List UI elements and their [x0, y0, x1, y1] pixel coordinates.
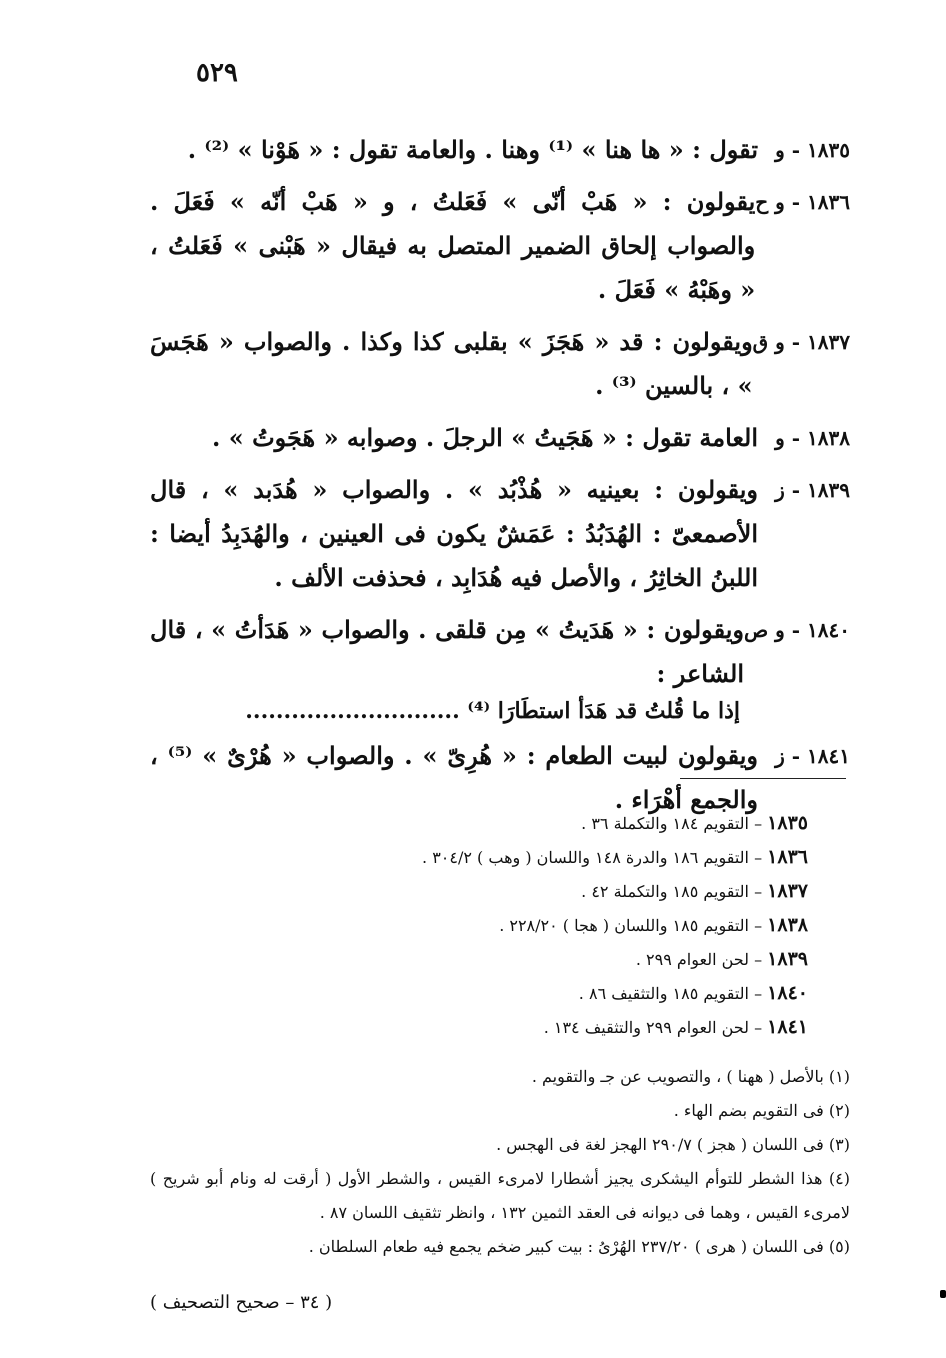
poem-verse: إذا ما قُلتُ قد هَدَأ استطَارَا ⁽⁴⁾ ............................ [245, 698, 740, 724]
entry-number: ١٨٣٦ - و ح [755, 190, 850, 214]
footnotes [150, 1060, 850, 1264]
footnote: (٥) فى اللسان ( هرى ) ٢٣٧/٢٠ الهُرْىُ : بيت كبير ضخم يجمع فيه طعام السلطان . [308, 1237, 850, 1256]
entry-1839 [150, 468, 850, 600]
source-row [150, 942, 808, 976]
source-number: ١٨٤٠ [767, 982, 808, 1004]
source-text: – التقويم ١٨٤ والتكملة ٣٦ . [581, 814, 763, 833]
source-number: ١٨٣٦ [767, 846, 808, 868]
sources-list [150, 806, 808, 1044]
footnote: (٣) فى اللسان ( هجز ) ٢٩٠/٧ الهجز لغة فى الهجس . [496, 1135, 850, 1154]
source-number: ١٨٣٨ [767, 914, 808, 936]
source-row [150, 1010, 808, 1044]
entry-text: ويقولون : « هَدَيتُ » مِن قلقى . والصواب « هَدَأتُ » ، قال الشاعر : [150, 615, 744, 688]
entry-1835 [150, 128, 850, 172]
footnote: (٢) فى التقويم بضم الهاء . [673, 1101, 850, 1120]
source-number: ١٨٣٩ [767, 948, 808, 970]
entry-number: ١٨٣٥ - و [775, 138, 850, 162]
entry-number: ١٨٤١ - ز [775, 744, 850, 768]
entry-text: تقول : « ها هنا » ⁽¹⁾ وهنا . والعامة تقول : « هَوْنا » ⁽²⁾ . [187, 135, 758, 164]
source-row [150, 874, 808, 908]
entry-text: يقولون : « هَبْ أنّى » فَعَلتُ ، و « هَبْ أنّه » فَعَلَ . والصواب إلحاق الضمير المتصل به فيقال « هَبْنى » فَعَلتُ ، « وهَبْهُ » فَعَلَ . [150, 187, 756, 304]
entry-1837 [150, 320, 850, 408]
source-text: – التقويم ١٨٥ واللسان ( هجا ) ٢٢٨/٢٠ . [499, 916, 763, 935]
source-row [150, 908, 808, 942]
entry-number: ١٨٣٨ - و [775, 426, 850, 450]
source-row [150, 806, 808, 840]
entry-number: ١٨٣٩ - ز [775, 478, 850, 502]
scan-edge-mark [940, 1290, 946, 1298]
source-text: – التقويم ١٨٦ والدرة ١٤٨ واللسان ( وهب ) ٣٠٤/٢ . [422, 848, 763, 867]
entry-1838 [150, 416, 850, 460]
page-number: ٥٢٩ [196, 58, 238, 88]
footnote: (١) بالأصل ( ههنا ) ، والتصويب عن جـ والتقويم . [531, 1067, 850, 1086]
entries-list [150, 128, 850, 830]
entry-1840 [150, 608, 850, 726]
footnote: (٤) هذا الشطر للتوأم اليشكرى يجيز أشطارا لامرىء القيس ، والشطر الأول ( أرقت له ونام أبو شريح ) لامرىء القيس ، وهما فى ديوانه فى العقد الثمين ١٣٢ ، وانظر تثقيف اللسان ٨٧ . [150, 1169, 851, 1222]
entry-text: ويقولون : قد « هَجَزَ » بقلبى كذا وكذا . والصواب « هَجَسَ » ، بالسين ⁽³⁾ . [150, 327, 753, 400]
entry-text: العامة تقول : « هَجَيتُ » الرجلَ . وصوابه « هَجَوتُ » . [212, 423, 758, 452]
source-row [150, 976, 808, 1010]
entry-text: ويقولون : بعينيه « هُذْبُد » . والصواب « هُدَبد » ، قال الأصمعىّ : الهُدَبُدُ : عَمَشٌ يكون فى العينين ، والهُدَبِدُ أيضا : اللبنُ الخاثِرُ ، والأصل فيه هُدَابِد ، فحذفت الألف . [150, 475, 758, 592]
entry-number: ١٨٤٠ - و ص [744, 618, 850, 642]
source-number: ١٨٣٥ [767, 812, 808, 834]
source-number: ١٨٤١ [767, 1016, 808, 1038]
footnote-divider [680, 778, 846, 779]
entry-body [150, 608, 744, 726]
entry-number: ١٨٣٧ - و ق [752, 330, 850, 354]
entry-1836 [150, 180, 850, 312]
page-footer: ( ٣٤ – صحيح التصحيف ) [150, 1292, 333, 1313]
source-text: – لحن العوام ٢٩٩ والتثقيف ١٣٤ . [543, 1018, 763, 1037]
source-row [150, 840, 808, 874]
source-number: ١٨٣٧ [767, 880, 808, 902]
source-text: – التقويم ١٨٥ والتكملة ٤٢ . [581, 882, 763, 901]
source-text: – التقويم ١٨٥ والتثقيف ٨٦ . [578, 984, 763, 1003]
source-text: – لحن العوام ٢٩٩ . [635, 950, 763, 969]
entry-text: ويقولون لبيت الطعام : « هُرِىّ » . والصواب « هُرْىٌ » ⁽⁵⁾ ، والجمع أهْرَاء . [150, 741, 758, 814]
